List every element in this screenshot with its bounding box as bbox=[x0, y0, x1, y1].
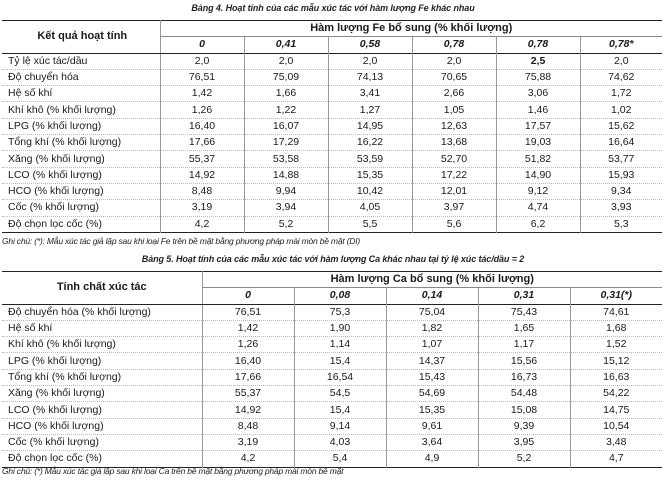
cell-value: 15,93 bbox=[580, 167, 662, 183]
cell-value: 3,97 bbox=[412, 200, 496, 216]
table-row bbox=[2, 151, 662, 167]
cell-value: 76,51 bbox=[160, 69, 244, 85]
cell-value: 14,37 bbox=[386, 353, 478, 369]
cell-value: 8,48 bbox=[202, 418, 294, 434]
cell-value: 1,82 bbox=[386, 320, 478, 336]
cell-value: 4,2 bbox=[160, 216, 244, 232]
cell-value: 14,95 bbox=[328, 118, 412, 134]
cell-value: 5,6 bbox=[412, 216, 496, 232]
cell-value: 55,37 bbox=[160, 151, 244, 167]
cell-value: 15,12 bbox=[570, 353, 662, 369]
cell-value: 9,61 bbox=[386, 418, 478, 434]
cell-value: 1,65 bbox=[478, 320, 570, 336]
cell-value: 1,22 bbox=[244, 102, 328, 118]
cell-value: 2,0 bbox=[244, 53, 328, 69]
table4-col-5: 0,78* bbox=[580, 37, 662, 53]
table-row bbox=[2, 69, 662, 85]
cell-value: 3,64 bbox=[386, 434, 478, 450]
cell-value: 16,63 bbox=[570, 369, 662, 385]
cell-value: 16,22 bbox=[328, 135, 412, 151]
cell-value: 17,66 bbox=[202, 369, 294, 385]
row-label: Khí khô (% khối lượng) bbox=[2, 102, 160, 118]
cell-value: 3,19 bbox=[160, 200, 244, 216]
table4 bbox=[2, 20, 662, 233]
cell-value: 53,77 bbox=[580, 151, 662, 167]
table4-body bbox=[2, 53, 662, 232]
table-row bbox=[2, 53, 662, 69]
row-label: Độ chọn lọc cốc (%) bbox=[8, 452, 102, 465]
row-label: HCO (% khối lượng) bbox=[2, 183, 160, 199]
table4-caption: Bảng 4. Hoạt tính của các mẫu xúc tác với hàm lượng Fe khác nhau bbox=[191, 3, 475, 13]
cell-value: 1,26 bbox=[202, 337, 294, 353]
row-label: LCO (% khối lượng) bbox=[2, 402, 202, 418]
table5-caption: Bảng 5. Hoạt tính của các mẫu xúc tác với hàm lượng Ca khác nhau tại tỷ lệ xúc tác/dầu = 2 bbox=[141, 254, 525, 264]
cell-value: 4,2 bbox=[202, 451, 294, 467]
cell-value: 15,56 bbox=[478, 353, 570, 369]
cell-value: 5,4 bbox=[294, 451, 386, 467]
cell-value: 53,58 bbox=[244, 151, 328, 167]
row-label: Tổng khí (% khối lượng) bbox=[2, 369, 202, 385]
cell-value: 4,03 bbox=[294, 434, 386, 450]
cell-value: 6,2 bbox=[496, 216, 580, 232]
cell-value: 9,34 bbox=[580, 183, 662, 199]
cell-value: 2,66 bbox=[412, 86, 496, 102]
cell-value: 1,05 bbox=[412, 102, 496, 118]
table4-col-1: 0,41 bbox=[244, 37, 328, 53]
cell-value: 1,68 bbox=[570, 320, 662, 336]
table-row bbox=[2, 337, 662, 353]
cell-value: 51,82 bbox=[496, 151, 580, 167]
cell-value: 15,62 bbox=[580, 118, 662, 134]
cell-value: 16,73 bbox=[478, 369, 570, 385]
row-label: Độ chuyển hóa bbox=[2, 69, 160, 85]
cell-value: 12,01 bbox=[412, 183, 496, 199]
row-label: Hệ số khí bbox=[2, 320, 202, 336]
cell-value: 55,37 bbox=[202, 386, 294, 402]
row-label: Cốc (% khối lượng) bbox=[2, 434, 202, 450]
table5-col-1: 0,08 bbox=[294, 288, 386, 304]
cell-value: 1,66 bbox=[244, 86, 328, 102]
table4-col-2: 0,58 bbox=[328, 37, 412, 53]
row-label: LCO (% khối lượng) bbox=[2, 167, 160, 183]
cell-value: 16,40 bbox=[160, 118, 244, 134]
table4-group-header: Hàm lượng Fe bổ sung (% khối lượng) bbox=[160, 21, 662, 37]
table4-col-4: 0,78 bbox=[496, 37, 580, 53]
cell-value: 5,2 bbox=[478, 451, 570, 467]
cell-value: 16,64 bbox=[580, 135, 662, 151]
table-row bbox=[2, 167, 662, 183]
cell-value: 2,5 bbox=[496, 53, 580, 69]
table5-col-3: 0,31 bbox=[478, 288, 570, 304]
cell-value: 1,46 bbox=[496, 102, 580, 118]
cell-value: 8,48 bbox=[160, 183, 244, 199]
table4-col-3: 0,78 bbox=[412, 37, 496, 53]
cell-value: 17,22 bbox=[412, 167, 496, 183]
table-row bbox=[2, 135, 662, 151]
cell-value: 15,4 bbox=[294, 353, 386, 369]
cell-value: 1,14 bbox=[294, 337, 386, 353]
row-label: Hệ số khí bbox=[2, 86, 160, 102]
cell-value: 53,59 bbox=[328, 151, 412, 167]
table-row bbox=[2, 386, 662, 402]
row-label: HCO (% khối lượng) bbox=[2, 418, 202, 434]
cell-value: 14,92 bbox=[160, 167, 244, 183]
cell-value: 2,0 bbox=[412, 53, 496, 69]
row-label: Độ chuyển hóa (% khối lượng) bbox=[2, 304, 202, 320]
table5-col-2: 0,14 bbox=[386, 288, 478, 304]
cell-value: 52,70 bbox=[412, 151, 496, 167]
cell-value: 2,0 bbox=[580, 53, 662, 69]
cell-value: 1,52 bbox=[570, 337, 662, 353]
cell-value: 16,54 bbox=[294, 369, 386, 385]
cell-value: 5,5 bbox=[328, 216, 412, 232]
table5-label-header: Tính chất xúc tác bbox=[2, 272, 202, 305]
row-label: Khí khô (% khối lượng) bbox=[2, 337, 202, 353]
cell-value: 5,2 bbox=[244, 216, 328, 232]
cell-value: 2,0 bbox=[160, 53, 244, 69]
row-label: Cốc (% khối lượng) bbox=[2, 200, 160, 216]
cell-value: 17,66 bbox=[160, 135, 244, 151]
row-label: Độ chọn lọc cốc (%) bbox=[8, 217, 102, 230]
table-row bbox=[2, 418, 662, 434]
table-row bbox=[2, 320, 662, 336]
table4-col-0: 0 bbox=[160, 37, 244, 53]
cell-value: 75,09 bbox=[244, 69, 328, 85]
cell-value: 3,06 bbox=[496, 86, 580, 102]
table-row bbox=[2, 434, 662, 450]
row-label: LPG (% khối lượng) bbox=[2, 118, 160, 134]
cell-value: 75,43 bbox=[478, 304, 570, 320]
cell-value: 74,61 bbox=[570, 304, 662, 320]
cell-value: 15,35 bbox=[328, 167, 412, 183]
cell-value: 3,41 bbox=[328, 86, 412, 102]
cell-value: 1,90 bbox=[294, 320, 386, 336]
cell-value: 54,48 bbox=[478, 386, 570, 402]
cell-value: 75,04 bbox=[386, 304, 478, 320]
cell-value: 3,95 bbox=[478, 434, 570, 450]
cell-value: 16,07 bbox=[244, 118, 328, 134]
cell-value: 1,27 bbox=[328, 102, 412, 118]
cell-value: 9,94 bbox=[244, 183, 328, 199]
cell-value: 12,63 bbox=[412, 118, 496, 134]
row-label: Tỷ lệ xúc tác/dầu bbox=[2, 53, 160, 69]
cell-value: 17,57 bbox=[496, 118, 580, 134]
row-label: Xăng (% khối lượng) bbox=[2, 151, 160, 167]
cell-value: 4,9 bbox=[386, 451, 478, 467]
table-row bbox=[2, 118, 662, 134]
row-label: Tổng khí (% khối lượng) bbox=[2, 135, 160, 151]
cell-value: 3,93 bbox=[580, 200, 662, 216]
cell-value: 3,48 bbox=[570, 434, 662, 450]
table4-note: Ghi chú: (*): Mẫu xúc tác giả lập sau khi loại Fe trên bề mặt bằng phương pháp mài mòn bề mặt (DI) bbox=[2, 236, 361, 246]
cell-value: 10,42 bbox=[328, 183, 412, 199]
cell-value: 54,5 bbox=[294, 386, 386, 402]
cell-value: 4,74 bbox=[496, 200, 580, 216]
table-row bbox=[2, 216, 662, 232]
cell-value: 70,65 bbox=[412, 69, 496, 85]
cell-value: 75,3 bbox=[294, 304, 386, 320]
table5-col-4: 0,31(*) bbox=[570, 288, 662, 304]
cell-value: 15,08 bbox=[478, 402, 570, 418]
cell-value: 9,14 bbox=[294, 418, 386, 434]
table-row bbox=[2, 353, 662, 369]
cell-value: 1,17 bbox=[478, 337, 570, 353]
cell-value: 5,3 bbox=[580, 216, 662, 232]
table5-col-0: 0 bbox=[202, 288, 294, 304]
cell-value: 17,29 bbox=[244, 135, 328, 151]
cell-value: 4,7 bbox=[570, 451, 662, 467]
cell-value: 54,22 bbox=[570, 386, 662, 402]
cell-value: 74,62 bbox=[580, 69, 662, 85]
cell-value: 3,94 bbox=[244, 200, 328, 216]
cell-value: 1,42 bbox=[202, 320, 294, 336]
cell-value: 9,39 bbox=[478, 418, 570, 434]
table-row bbox=[2, 369, 662, 385]
table4-label-header: Kết quả hoạt tính bbox=[2, 21, 160, 54]
cell-value: 14,90 bbox=[496, 167, 580, 183]
cell-value: 76,51 bbox=[202, 304, 294, 320]
table-row bbox=[2, 402, 662, 418]
table-row bbox=[2, 451, 662, 467]
table5-note: Ghi chú: (*) Mẫu xúc tác giả lập sau khi loại Ca trên bề mặt bằng phương pháp mài mòn bề mặt bbox=[2, 466, 344, 476]
cell-value: 1,02 bbox=[580, 102, 662, 118]
table-row bbox=[2, 200, 662, 216]
cell-value: 16,40 bbox=[202, 353, 294, 369]
table-row bbox=[2, 102, 662, 118]
cell-value: 54,69 bbox=[386, 386, 478, 402]
cell-value: 13,68 bbox=[412, 135, 496, 151]
row-label: LPG (% khối lượng) bbox=[2, 353, 202, 369]
cell-value: 15,35 bbox=[386, 402, 478, 418]
cell-value: 19,03 bbox=[496, 135, 580, 151]
cell-value: 14,88 bbox=[244, 167, 328, 183]
cell-value: 1,07 bbox=[386, 337, 478, 353]
table5 bbox=[2, 271, 662, 468]
cell-value: 15,43 bbox=[386, 369, 478, 385]
table5-group-header: Hàm lượng Ca bổ sung (% khối lượng) bbox=[202, 272, 662, 288]
cell-value: 1,26 bbox=[160, 102, 244, 118]
cell-value: 3,19 bbox=[202, 434, 294, 450]
row-label: Xăng (% khối lượng) bbox=[2, 386, 202, 402]
cell-value: 4,05 bbox=[328, 200, 412, 216]
table-row bbox=[2, 304, 662, 320]
cell-value: 9,12 bbox=[496, 183, 580, 199]
table5-body bbox=[2, 304, 662, 467]
cell-value: 74,13 bbox=[328, 69, 412, 85]
cell-value: 14,75 bbox=[570, 402, 662, 418]
table-row bbox=[2, 86, 662, 102]
cell-value: 75,88 bbox=[496, 69, 580, 85]
cell-value: 10,54 bbox=[570, 418, 662, 434]
cell-value: 2,0 bbox=[328, 53, 412, 69]
cell-value: 15,4 bbox=[294, 402, 386, 418]
table-row bbox=[2, 183, 662, 199]
cell-value: 14,92 bbox=[202, 402, 294, 418]
cell-value: 1,72 bbox=[580, 86, 662, 102]
cell-value: 1,42 bbox=[160, 86, 244, 102]
